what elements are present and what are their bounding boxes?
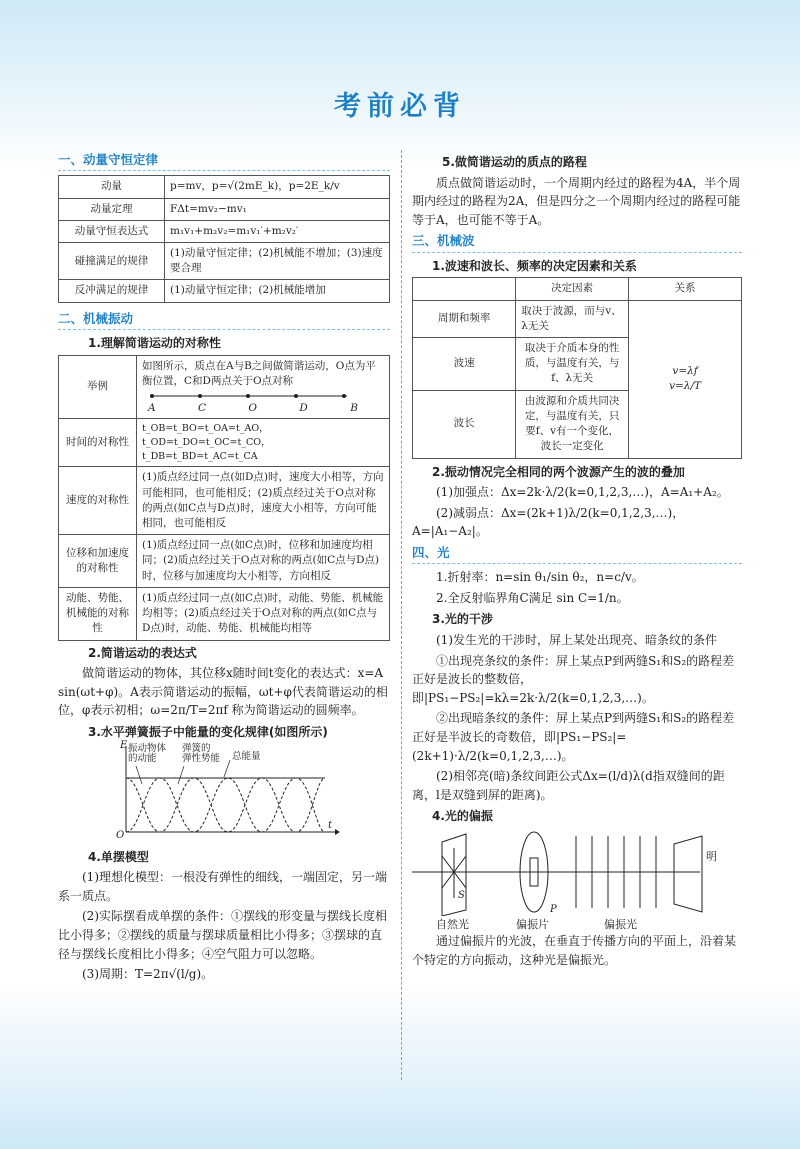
- subheading-interference: 3.光的干涉: [432, 612, 493, 627]
- subheading-symmetry: 1.理解简谐运动的对称性: [88, 336, 221, 351]
- point-label: B: [350, 402, 358, 415]
- row-value: (1)质点经过同一点(如C点)时，位移和加速度均相同；(2)质点经过关于O点对称的两点(如C点与D点)时，位移与加速度均大小相等，方向相反: [137, 535, 390, 588]
- row-value: t_OB=t_BO=t_OA=t_AO，t_OD=t_DO=t_OC=t_CO，t_DB=t_BD=t_AC=t_CA: [137, 419, 390, 467]
- caption-polarized-light: 偏振光: [604, 918, 637, 931]
- path-paragraph: 质点做简谐运动时，一个周期内经过的路程为4A，半个周期内经过的路程为2A，但是四分之一个周期内经过的路程可能等于A，也可能不等于A。: [412, 175, 741, 227]
- label-total: 总能量: [232, 750, 261, 762]
- polarization-diagram: [412, 828, 732, 932]
- row-value: 取决于波源，而与v、λ无关: [516, 300, 629, 337]
- table-row: [413, 300, 742, 337]
- label-potential: 弹簧的: [182, 742, 211, 754]
- axis-diagram: [142, 389, 384, 415]
- row-value: 如图所示，质点在A与B之间做简谐运动，O点为平衡位置，C和D两点关于O点对称: [142, 359, 376, 387]
- energy-graph: [116, 739, 340, 841]
- row-value: (1)质点经过同一点(如C点)时，动能、势能、机械能均相等；(2)质点经过关于O点对称的两点(如C点与D点)时，动能、势能、机械能均相等: [137, 587, 390, 640]
- row-value: p=mv，p=√(2mE_k)，p=2E_k/v: [165, 176, 390, 198]
- row-key: 时间的对称性: [59, 419, 137, 467]
- label-bright: 明: [706, 850, 717, 863]
- row-key: 动量: [59, 176, 165, 198]
- point-label: D: [299, 402, 308, 415]
- point-label: O: [248, 402, 258, 415]
- row-key: 举例: [59, 355, 137, 418]
- row-key: 波速: [413, 338, 516, 391]
- subheading-pendulum: 4.单摆模型: [88, 849, 149, 864]
- caption-polarizer: 偏振片: [516, 918, 549, 931]
- wave-table: [412, 277, 742, 458]
- relation-2: v=λ/T: [669, 380, 702, 393]
- header-factors: 决定因素: [516, 278, 629, 300]
- point-label: C: [197, 402, 207, 415]
- row-key: 碰撞满足的规律: [59, 243, 165, 280]
- axis-label-e: E: [120, 739, 128, 751]
- column-divider: [401, 150, 402, 1080]
- polarization-paragraph: 通过偏振片的光波，在垂直于传播方向的平面上，沿着某个特定的方向振动，这种光是偏振光。: [412, 934, 737, 967]
- row-value: m₁v₁+m₂v₂=m₁v₁′+m₂v₂′: [165, 220, 390, 242]
- symmetry-table: [58, 355, 390, 641]
- row-key: 位移和加速度的对称性: [59, 535, 137, 588]
- section-heading-waves: 三、机械波: [412, 231, 742, 252]
- pendulum-paragraph-2: (2)实际摆看成单摆的条件：①摆线的形变量与摆线长度相比小得多；②摆线的质量与摆球质量相比小得多；③摆球的直径与摆线长度相比小得多；④空气阻力可以忽略。: [58, 909, 388, 961]
- row-key: 动量守恒表达式: [59, 220, 165, 242]
- left-column: [58, 150, 390, 986]
- table-row: [59, 587, 390, 640]
- subheading-wave-factors: 1.波速和波长、频率的决定因素和关系: [432, 258, 637, 273]
- table-row: [59, 280, 390, 302]
- subheading-superposition: 2.振动情况完全相同的两个波源产生的波的叠加: [432, 464, 685, 479]
- subheading-polarization: 4.光的偏振: [432, 809, 493, 824]
- label-p: P: [550, 904, 557, 915]
- table-row: [59, 198, 390, 220]
- section-heading-vibration: 二、机械振动: [58, 309, 390, 330]
- interference-paragraph-2: ①出现亮条纹的条件：屏上某点P到两缝S₁和S₂的路程差正好是波长的整数倍，即|PS₁−PS₂|=kλ=2k·λ/2(k=0,1,2,3,…)。: [412, 653, 735, 705]
- header-relation: 关系: [629, 278, 742, 300]
- label-potential-b: 弹性势能: [182, 753, 221, 765]
- axis-label-o: O: [116, 829, 125, 841]
- refraction-paragraph: 1.折射率：n=sin θ₁/sin θ₂，n=c/v。: [436, 570, 644, 585]
- pendulum-paragraph-3: (3)周期：T=2π√(l/g)。: [82, 967, 214, 982]
- row-key: 周期和频率: [413, 300, 516, 337]
- row-value: 由波源和介质共同决定，与温度有关，只要f、v有一个变化，波长一定变化: [516, 390, 629, 458]
- label-s: S: [458, 890, 465, 901]
- page-title: 考前必背: [334, 91, 466, 122]
- caption-natural-light: 自然光: [436, 918, 469, 931]
- expression-paragraph: 做简谐运动的物体，其位移x随时间t变化的表达式：x=A sin(ωt+φ)。A表示简谐运动的振幅，ωt+φ代表简谐运动的相位，φ表示初相；ω=2π/T=2πf 称为简谐运动的圆频率。: [58, 666, 388, 718]
- table-row: [59, 220, 390, 242]
- superposition-strong: (1)加强点：Δx=2k·λ/2(k=0,1,2,3,…)，A=A₁+A₂。: [436, 485, 729, 500]
- row-key: 动能、势能、机械能的对称性: [59, 587, 137, 640]
- right-column: [412, 150, 742, 971]
- row-value: FΔt=mv₂−mv₁: [165, 198, 390, 220]
- row-value: 取决于介质本身的性质，与温度有关，与f、λ无关: [516, 338, 629, 391]
- table-row: [59, 535, 390, 588]
- table-row: [59, 467, 390, 535]
- table-row: [59, 419, 390, 467]
- table-row: [59, 176, 390, 198]
- row-value: (1)动量守恒定律；(2)机械能增加: [165, 280, 390, 302]
- interference-paragraph-4: (2)相邻亮(暗)条纹间距公式Δx=(l/d)λ(d指双缝间的距离，l是双缝到屏的距离)。: [412, 769, 725, 802]
- subheading-energy: 3.水平弹簧振子中能量的变化规律(如图所示): [88, 724, 328, 739]
- point-label: A: [148, 402, 156, 415]
- table-header: [413, 278, 742, 300]
- table-row: [59, 243, 390, 280]
- momentum-table: [58, 175, 390, 302]
- axis-label-t: t: [328, 819, 333, 831]
- row-key: 反冲满足的规律: [59, 280, 165, 302]
- relation-1: v=λf: [672, 364, 698, 377]
- row-value: (1)动量守恒定律；(2)机械能不增加；(3)速度要合理: [165, 243, 390, 280]
- subheading-path: 5.做简谐运动的质点的路程: [442, 155, 587, 169]
- row-value: (1)质点经过同一点(如D点)时，速度大小相等，方向可能相同，也可能相反；(2)质点经过关于O点对称的两点(如C点与D点)时，速度大小相等，方向可能相同，也可能相反: [137, 467, 390, 535]
- table-row: [59, 355, 390, 418]
- critical-angle-paragraph: 2.全反射临界角C满足 sin C=1/n。: [436, 590, 629, 605]
- interference-paragraph-3: ②出现暗条纹的条件：屏上某点P到两缝S₁和S₂的路程差正好是半波长的奇数倍，即|PS₁−PS₂|=(2k+1)·λ/2(k=0,1,2,3,…)。: [412, 711, 735, 763]
- pendulum-paragraph-1: (1)理想化模型：一根没有弹性的细线，一端固定，另一端系一质点。: [58, 870, 388, 903]
- section-heading-momentum: 一、动量守恒定律: [58, 150, 390, 171]
- interference-paragraph-1: (1)发生光的干涉时，屏上某处出现亮、暗条纹的条件: [436, 633, 718, 648]
- label-kinetic-b: 的动能: [128, 753, 157, 765]
- section-heading-light: 四、光: [412, 543, 742, 564]
- row-key: 速度的对称性: [59, 467, 137, 535]
- label-kinetic: 振动物体: [128, 742, 167, 754]
- subheading-expression: 2.简谐运动的表达式: [88, 645, 197, 660]
- row-key: 动量定理: [59, 198, 165, 220]
- row-key: 波长: [413, 390, 516, 458]
- superposition-weak: (2)减弱点：Δx=(2k+1)λ/2(k=0,1,2,3,…)，A=|A₁−A₂|。: [412, 505, 685, 539]
